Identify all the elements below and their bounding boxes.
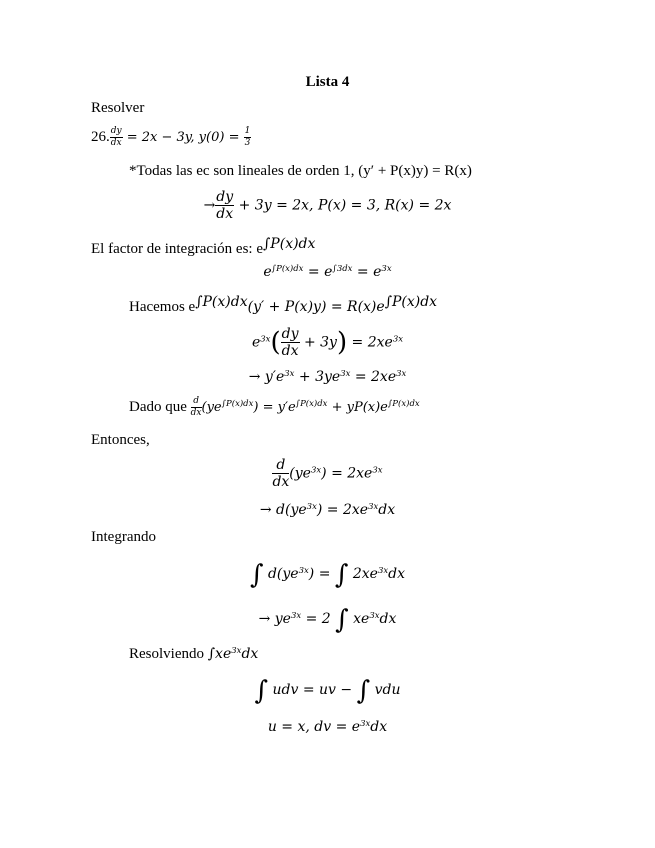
frac-numerator: dy	[281, 326, 299, 342]
frac-numerator: dy	[110, 126, 122, 136]
derivative-equation	[0, 458, 655, 489]
page-title: Lista 4	[305, 74, 350, 90]
hacemos-label: Hacemos e	[129, 299, 196, 315]
frac-numerator: dy	[216, 189, 234, 205]
exponent: 3x	[310, 465, 322, 476]
exponent: ∫P(x)dx	[295, 399, 328, 409]
frac-numerator: d	[191, 397, 202, 408]
frac-denominator: dx	[281, 343, 299, 359]
hacemos-mid: (y′ + P(x)y) = R(x)e	[247, 299, 385, 315]
factor-exponent: ∫P(x)dx	[263, 236, 316, 252]
open-paren: (	[270, 327, 281, 358]
factor-label	[91, 236, 315, 258]
resolviendo-line	[129, 646, 258, 663]
part-c: 2xe	[352, 566, 378, 582]
part-a: u = x, dv = e	[267, 719, 361, 735]
end: = e	[352, 264, 382, 280]
exponent: ∫P(x)dx	[271, 264, 304, 274]
exponent: 3x	[340, 369, 351, 379]
linear-note: *Todas las ec son lineales de orden 1, (y′ + P(x)y) = R(x)	[129, 163, 472, 179]
part-d: dx	[379, 611, 397, 627]
heading-resolver: Resolver	[91, 100, 145, 116]
exponent: 3x	[231, 646, 242, 656]
part-b: + 3ye	[294, 369, 341, 385]
exponent: 3x	[360, 719, 371, 729]
integral-result	[0, 605, 655, 635]
factor-label-text: El factor de integración es: e	[91, 241, 264, 257]
integral-sign: ∫	[356, 676, 371, 706]
exponent: 3x	[298, 566, 309, 576]
exponent: 3x	[372, 465, 383, 476]
part-c: = 2xe	[350, 369, 397, 385]
integral-sign: ∫	[207, 646, 216, 662]
problem-equation	[110, 126, 252, 148]
ic-denominator: 3	[244, 138, 251, 148]
exponent: 3x	[368, 502, 379, 512]
problem-statement	[91, 127, 251, 148]
frac-numerator: d	[272, 458, 289, 474]
rest: + 3y	[303, 334, 337, 351]
arrow: →	[203, 197, 216, 214]
part-b: = 2	[301, 611, 331, 627]
equation-rest: + 3y = 2x, P(x) = 3, R(x) = 2x	[238, 197, 452, 214]
part-b: ) = 2xe	[316, 502, 369, 518]
frac-denominator: dx	[190, 408, 202, 418]
integral-equation	[0, 560, 655, 590]
resolviendo-label: Resolviendo	[129, 646, 208, 662]
frac-denominator: dx	[272, 474, 290, 490]
mid: = e	[303, 264, 333, 280]
part-a: → y′e	[248, 369, 285, 385]
exponent: 3x	[392, 334, 404, 345]
e: e	[251, 334, 261, 351]
frac-denominator: dx	[110, 138, 122, 148]
part-b: dx	[370, 719, 388, 735]
ic-numerator: 1	[244, 126, 251, 136]
part-a: (ye	[201, 400, 222, 415]
substitution-line	[0, 719, 655, 735]
exponent: ∫3dx	[332, 264, 353, 274]
expanded-equation	[0, 369, 655, 385]
part-a: → ye	[258, 611, 291, 627]
exponent: 3x	[290, 611, 302, 621]
standard-form-equation	[0, 190, 655, 221]
integral-sign: ∫	[249, 560, 264, 590]
exponent: ∫P(x)dx	[387, 399, 420, 409]
exponent: 3x	[369, 611, 380, 621]
exponent: 3x	[260, 334, 271, 345]
part-a: d(ye	[267, 566, 299, 582]
part-b: ) = 2xe	[321, 465, 373, 482]
exponent: 3x	[306, 502, 317, 512]
part-c: + yP(x)e	[327, 400, 388, 415]
differential-equation	[0, 502, 655, 518]
rhs: = 2xe	[347, 334, 393, 351]
frac-denominator: dx	[216, 206, 234, 222]
entonces-label: Entonces,	[91, 432, 150, 448]
exponent: 3x	[284, 369, 295, 379]
part-a: (ye	[289, 465, 311, 482]
integration-by-parts	[0, 676, 655, 706]
exponent: ∫P(x)dx	[384, 294, 438, 310]
exponent: 3x	[377, 566, 389, 576]
part-a: → d(ye	[259, 502, 307, 518]
exponent: ∫P(x)dx	[221, 399, 254, 409]
equation-rhs: = 2x − 3y, y(0) =	[122, 130, 244, 145]
part-b: ) =	[308, 566, 335, 582]
dado-que-line	[129, 397, 420, 418]
part-b: ) = y′e	[253, 400, 296, 415]
part-a: xe	[215, 646, 232, 662]
dado-label: Dado que	[129, 399, 191, 415]
problem-number: 26.	[91, 129, 110, 145]
part-b: vdu	[374, 682, 401, 698]
hacemos-line	[129, 294, 437, 316]
integrando-label: Integrando	[91, 529, 156, 545]
part-b: dx	[241, 646, 259, 662]
e: e	[263, 264, 272, 280]
exponent: 3x	[396, 369, 407, 379]
multiplied-equation	[0, 327, 655, 358]
integral-sign: ∫	[334, 560, 349, 590]
part-a: udv = uv −	[272, 682, 357, 698]
factor-evaluation	[0, 264, 655, 280]
exponent: ∫P(x)dx	[195, 294, 248, 310]
part-d: dx	[388, 566, 406, 582]
part-c: xe	[353, 611, 370, 627]
integral-sign: ∫	[335, 605, 349, 635]
close-paren: )	[336, 327, 348, 358]
integral-sign: ∫	[254, 676, 269, 706]
part-c: dx	[378, 502, 396, 518]
exponent: 3x	[381, 264, 392, 274]
